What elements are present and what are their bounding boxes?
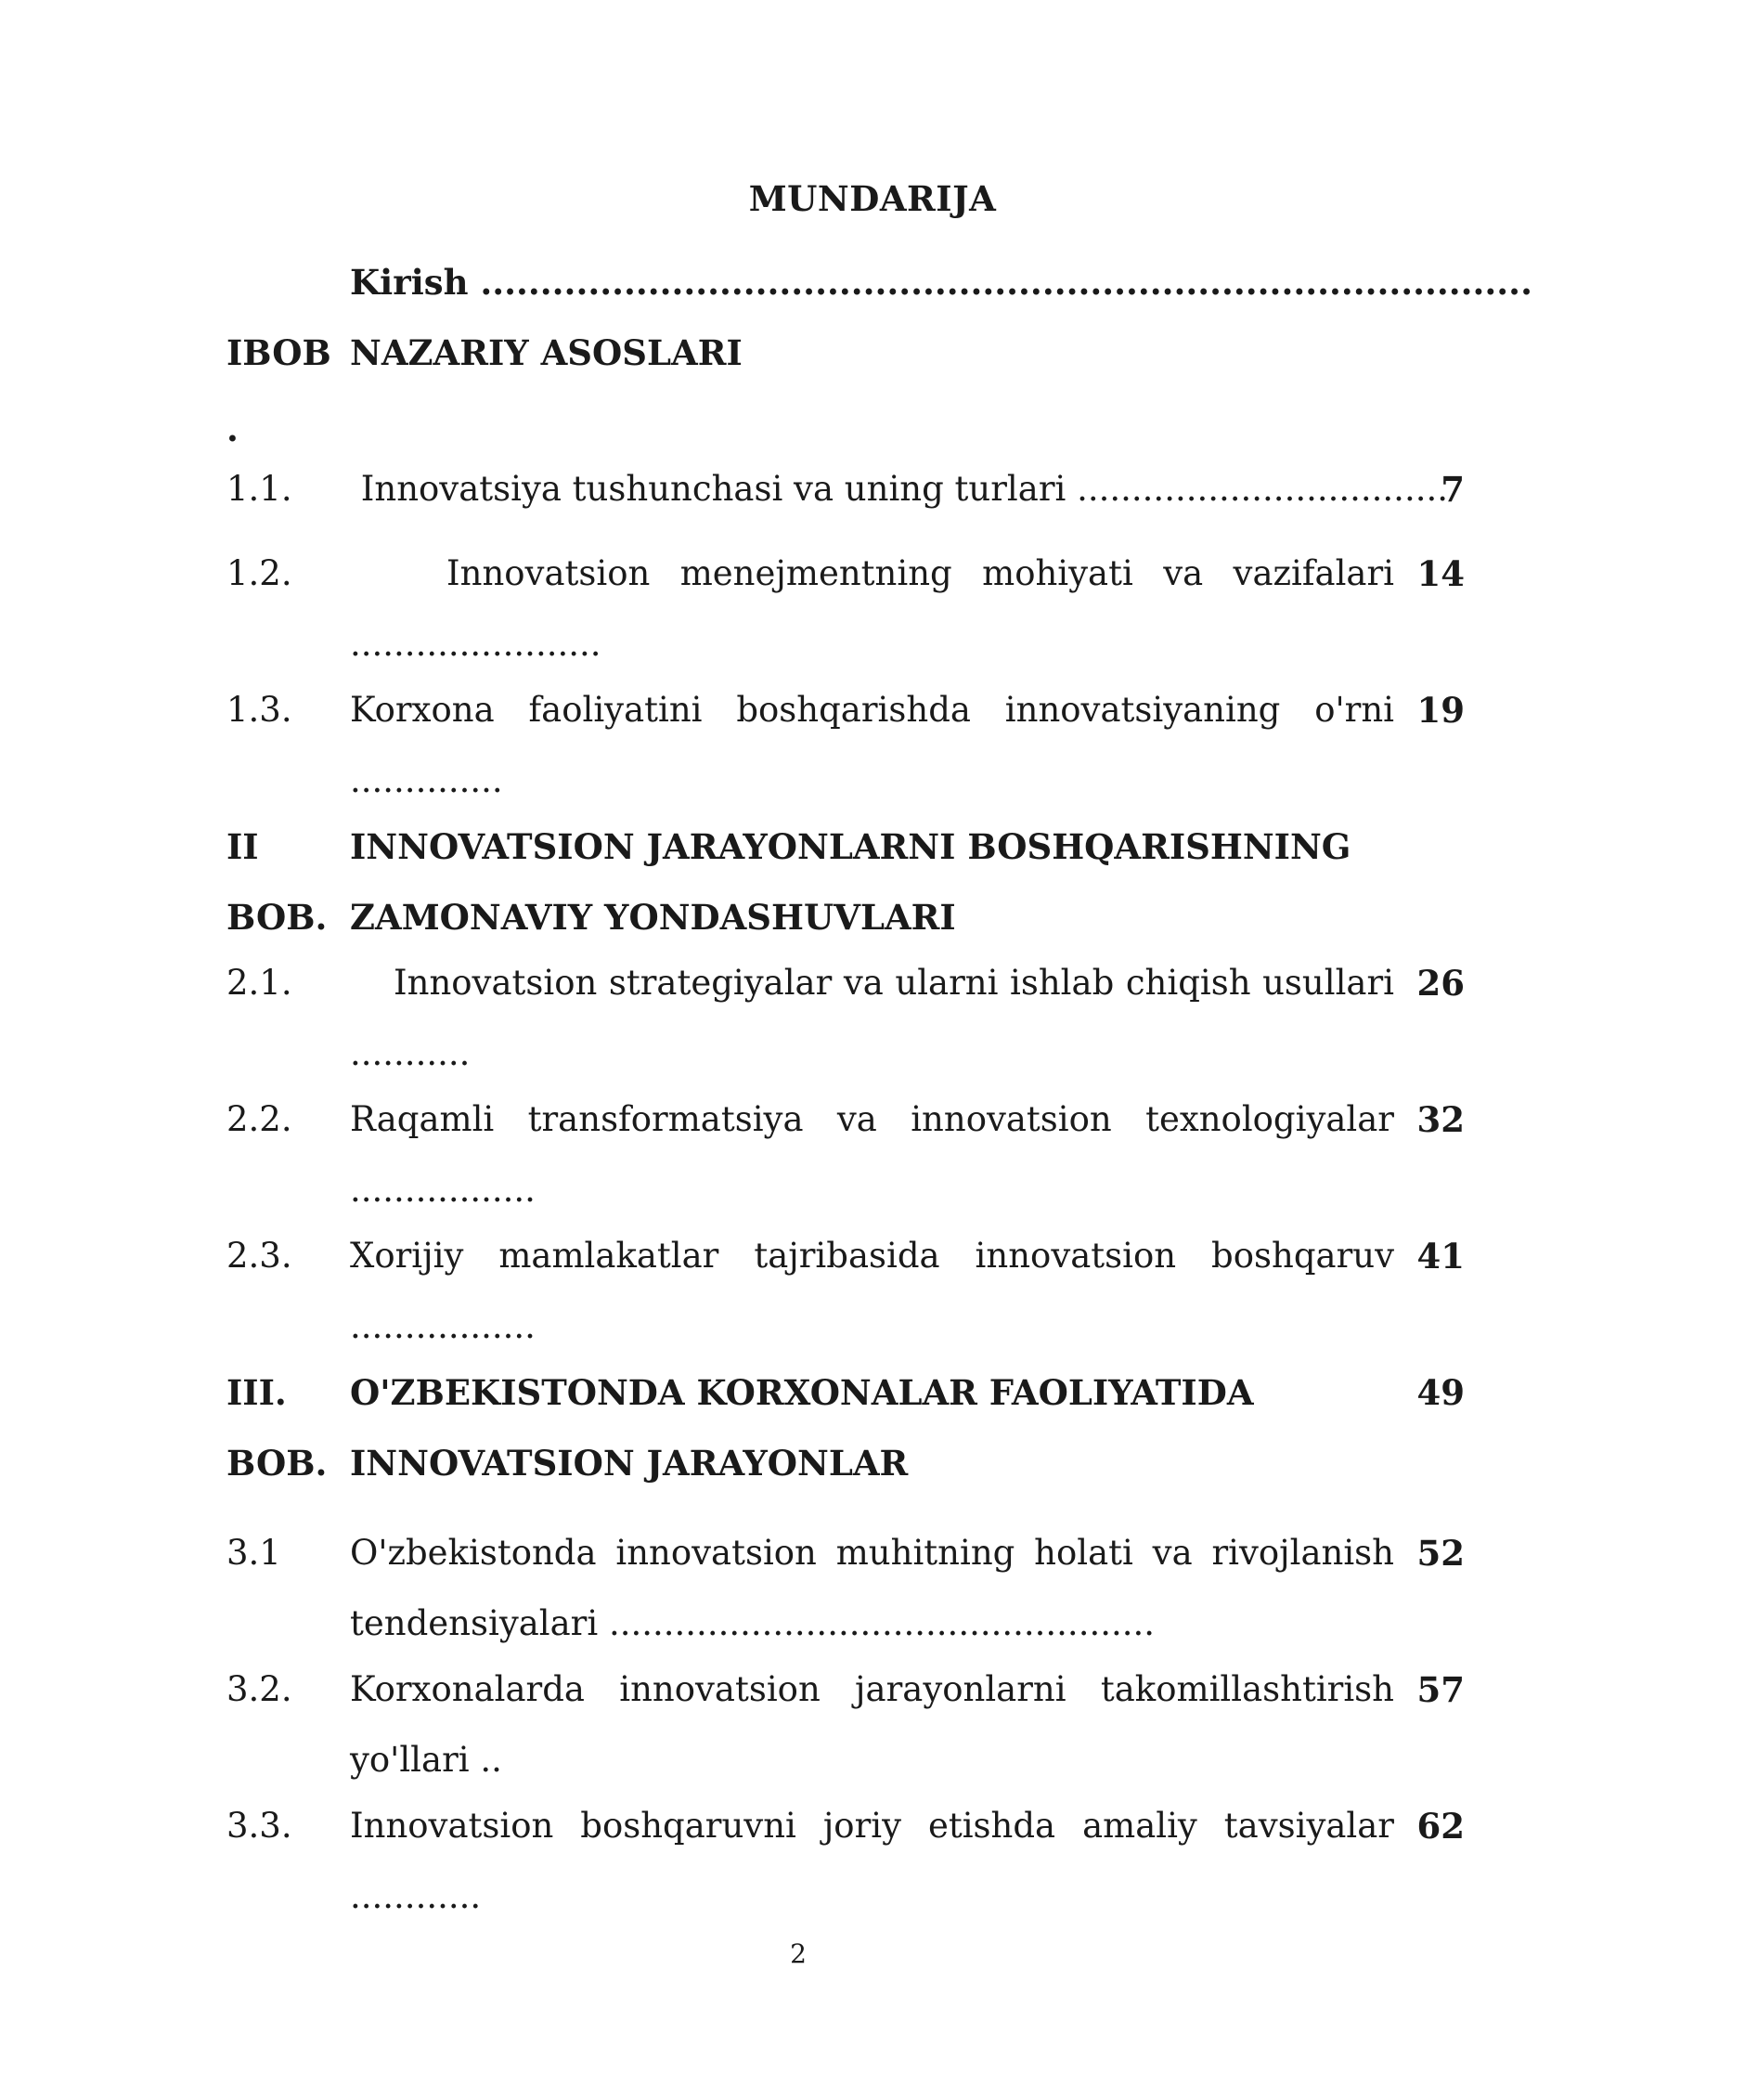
chapter-3-label: III. <box>226 1372 287 1413</box>
section-2-2-num: 2.2. <box>226 1099 292 1139</box>
intro-label: Kirish <box>350 262 469 303</box>
section-2-2-page: 32 <box>1416 1099 1465 1140</box>
chapter-1-label-cont: . <box>226 408 239 449</box>
chapter-2-title-line1: INNOVATSION JARAYONLARNI BOSHQARISHNING <box>350 826 1351 867</box>
section-1-2-page: 14 <box>1416 553 1465 594</box>
section-1-1-num: 1.1. <box>226 469 292 509</box>
section-3-2-text: Korxonalarda innovatsion jarayonlarni takomillashtirish yo'llari .. <box>350 1669 1394 1780</box>
chapter-3-title-line1: O'ZBEKISTONDA KORXONALAR FAOLIYATIDA <box>350 1372 1254 1413</box>
section-3-1-text: O'zbekistonda innovatsion muhitning holati va rivojlanish tendensiyalari .................................................. <box>350 1533 1394 1643</box>
section-2-1-num: 2.1. <box>226 963 292 1003</box>
section-2-1-text: Innovatsion strategiyalar va ularni ishlab chiqish usullari ........... <box>350 963 1394 1073</box>
chapter-3-page: 49 <box>1416 1372 1465 1413</box>
section-3-2-num: 3.2. <box>226 1669 292 1709</box>
chapter-2-title-line2: ZAMONAVIY YONDASHUVLARI <box>350 897 956 938</box>
section-1-3-num: 1.3. <box>226 690 292 730</box>
section-3-3-page: 62 <box>1416 1806 1465 1847</box>
chapter-3-label-cont: BOB. <box>226 1443 328 1484</box>
chapter-3-title-line2: INNOVATSION JARAYONLAR <box>350 1443 909 1484</box>
section-1-3-page: 19 <box>1416 690 1465 731</box>
chapter-1-label: IBOB <box>226 332 331 373</box>
section-2-3-page: 41 <box>1416 1236 1465 1277</box>
section-1-1-text: Innovatsiya tushunchasi va uning turlari .................................. <box>350 469 1448 509</box>
section-3-2-page: 57 <box>1416 1669 1465 1710</box>
intro-leader: ........................................................................................ <box>480 262 1532 303</box>
toc-intro <box>350 262 1532 303</box>
section-1-2-num: 1.2. <box>226 553 292 593</box>
section-3-3-num: 3.3. <box>226 1806 292 1846</box>
chapter-1-title: NAZARIY ASOSLARI <box>350 332 743 373</box>
section-3-3-text: Innovatsion boshqaruvni joriy etishda amaliy tavsiyalar ............ <box>350 1806 1394 1916</box>
chapter-2-label-cont: BOB. <box>226 897 328 938</box>
page-number: 2 <box>790 1938 807 1969</box>
section-3-1-num: 3.1 <box>226 1533 281 1573</box>
section-1-2-text: Innovatsion menejmentning mohiyati va vazifalari ....................... <box>350 553 1394 664</box>
section-2-3-text: Xorijiy mamlakatlar tajribasida innovatsion boshqaruv ................. <box>350 1236 1394 1346</box>
section-2-2-text: Raqamli transformatsiya va innovatsion texnologiyalar ................. <box>350 1099 1394 1210</box>
toc-title: MUNDARIJA <box>748 178 997 219</box>
chapter-2-label: II <box>226 826 259 867</box>
section-2-3-num: 2.3. <box>226 1236 292 1276</box>
section-2-1-page: 26 <box>1416 963 1465 1004</box>
section-1-3-text: Korxona faoliyatini boshqarishda innovatsiyaning o'rni .............. <box>350 690 1394 800</box>
section-1-1-page: 7 <box>1441 469 1465 510</box>
section-3-1-page: 52 <box>1416 1533 1465 1574</box>
